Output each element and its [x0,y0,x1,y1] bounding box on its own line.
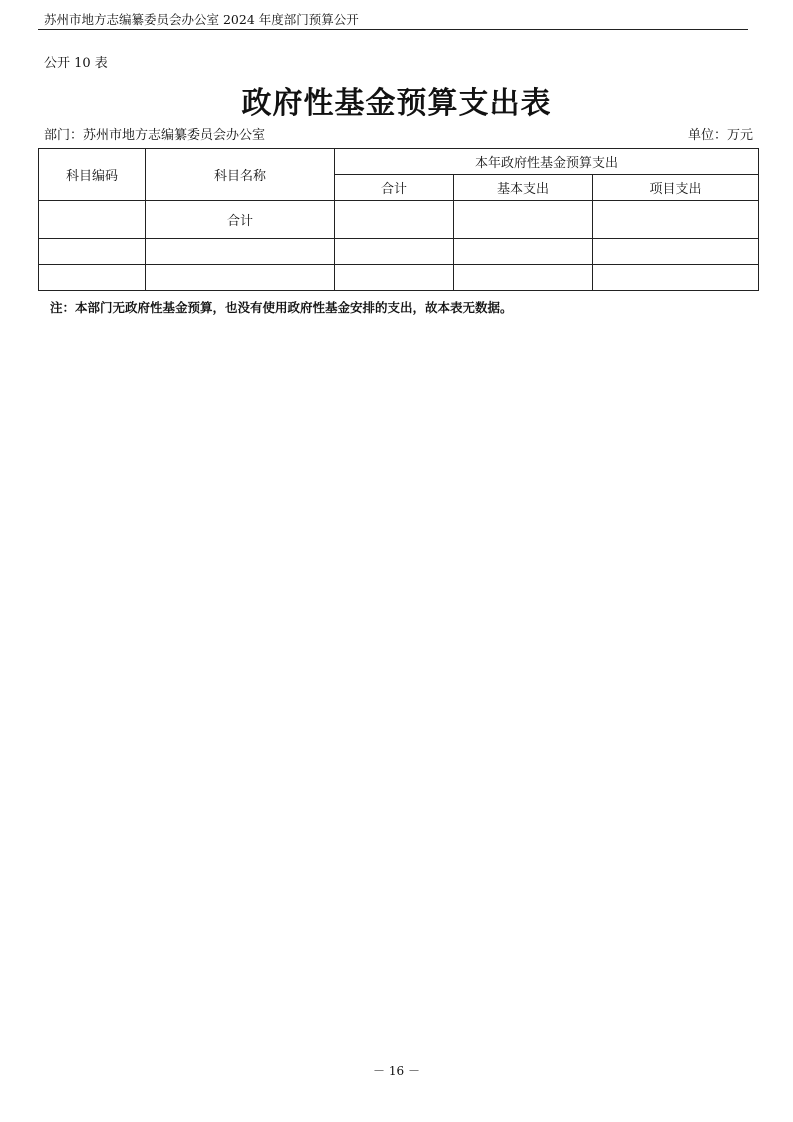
cell-total [335,201,454,239]
table-row-total [39,201,759,239]
cell-project [593,201,759,239]
unit-label: 单位：万元 [687,128,753,143]
department-label: 部门：苏州市地方志编纂委员会办公室 [44,128,266,143]
cell-name: 合计 [146,201,335,239]
table-header-row [39,149,759,175]
cell-name [146,265,335,291]
column-header-total: 合计 [335,175,454,201]
page-number: － 16 － [373,1064,420,1078]
cell-basic [454,201,593,239]
cell-project [593,239,759,265]
cell-code [39,201,146,239]
column-group-header: 本年政府性基金预算支出 [335,149,759,175]
running-header: 苏州市地方志编纂委员会办公室 2024 年度部门预算公开 [44,12,359,27]
table-note: 注：本部门无政府性基金预算，也没有使用政府性基金安排的支出，故本表无数据。 [50,300,513,315]
header-divider [38,29,748,30]
cell-basic [454,265,593,291]
column-header-name: 科目名称 [146,149,335,201]
cell-total [335,239,454,265]
cell-name [146,239,335,265]
cell-code [39,265,146,291]
table-row [39,265,759,291]
column-header-project: 项目支出 [593,175,759,201]
cell-project [593,265,759,291]
table-number: 公开 10 表 [44,56,108,71]
table-row [39,239,759,265]
column-header-basic: 基本支出 [454,175,593,201]
cell-basic [454,239,593,265]
cell-total [335,265,454,291]
budget-table [38,148,759,291]
page-title: 政府性基金预算支出表 [241,86,552,121]
column-header-code: 科目编码 [39,149,146,201]
cell-code [39,239,146,265]
